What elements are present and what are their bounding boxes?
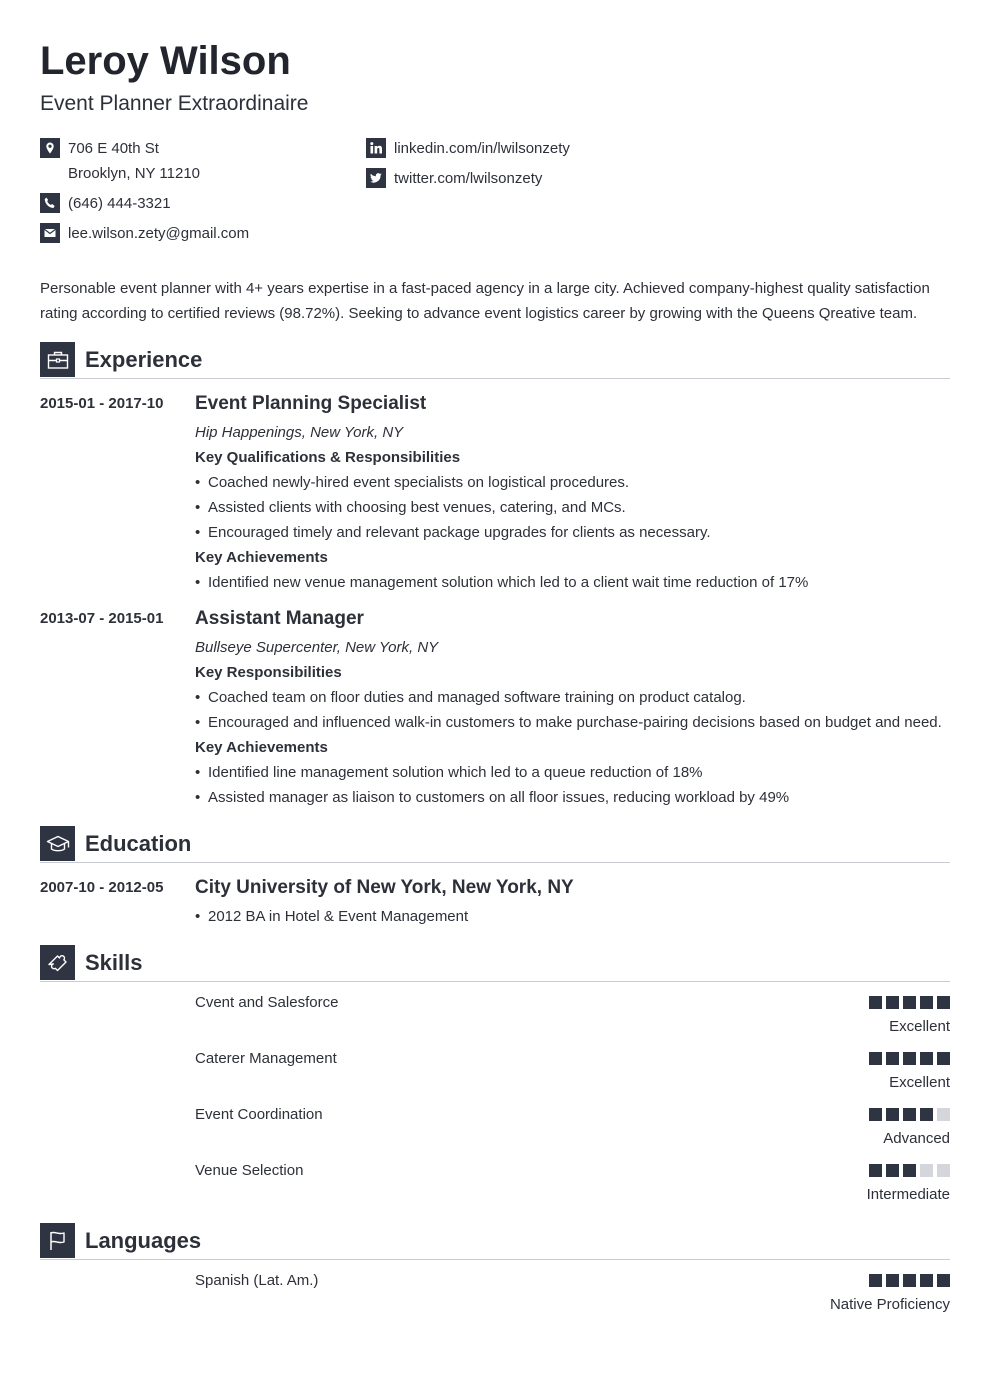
rating-square-filled xyxy=(903,1274,916,1287)
bullet-item: • Coached team on floor duties and managed software training on product catalog. xyxy=(195,685,950,710)
phone-icon xyxy=(40,193,60,213)
employer: Hip Happenings, New York, NY xyxy=(195,424,404,441)
rating-indicator xyxy=(865,996,950,1009)
envelope-icon xyxy=(40,223,60,243)
skill-row-level: Intermediate xyxy=(866,1186,950,1203)
rating-indicator xyxy=(865,1274,950,1287)
rating-indicator xyxy=(865,1108,950,1121)
email-link[interactable]: lee.wilson.zety@gmail.com xyxy=(68,225,250,242)
subheading: Key Achievements xyxy=(195,739,328,756)
language-row xyxy=(195,1270,950,1320)
address-line-2: Brooklyn, NY 11210 xyxy=(68,165,201,182)
subheading: Key Qualifications & Responsibilities xyxy=(195,449,461,466)
map-pin-icon xyxy=(40,138,60,158)
bullet-item: • Assisted manager as liaison to customers on all floor issues, reducing workload by 49% xyxy=(195,785,950,810)
bullet-item: • Encouraged timely and relevant package upgrades for clients as necessary. xyxy=(195,520,950,545)
rating-square-empty xyxy=(937,1108,950,1121)
contact-linkedin xyxy=(366,136,570,161)
skills-section-header xyxy=(40,945,950,982)
rating-square-filled xyxy=(903,1164,916,1177)
languages-title: Languages xyxy=(85,1228,202,1253)
rating-square-filled xyxy=(886,1164,899,1177)
rating-square-filled xyxy=(886,1108,899,1121)
experience-title: Experience xyxy=(85,347,203,372)
skill-row-level: Excellent xyxy=(889,1018,950,1035)
skill-row-name: Caterer Management xyxy=(195,1050,337,1067)
school-name: City University of New York, New York, NY xyxy=(195,877,574,898)
candidate-name: Leroy Wilson xyxy=(40,39,291,83)
rating-square-filled xyxy=(920,1108,933,1121)
rating-square-filled xyxy=(937,996,950,1009)
rating-square-filled xyxy=(886,1052,899,1065)
bullet-item: • Assisted clients with choosing best venues, catering, and MCs. xyxy=(195,495,950,520)
flag-icon xyxy=(40,1223,75,1258)
rating-indicator xyxy=(865,1164,950,1177)
rating-indicator xyxy=(865,1052,950,1065)
skill-row-name: Cvent and Salesforce xyxy=(195,994,339,1011)
linkedin-link[interactable]: linkedin.com/in/lwilsonzety xyxy=(394,140,570,157)
graduation-cap-icon xyxy=(40,826,75,861)
language-row-name: Spanish (Lat. Am.) xyxy=(195,1272,319,1289)
subheading: Key Achievements xyxy=(195,549,328,566)
rating-square-filled xyxy=(869,1274,882,1287)
rating-square-empty xyxy=(920,1164,933,1177)
education-section-header xyxy=(40,826,950,863)
contact-phone xyxy=(40,191,171,216)
contact-twitter xyxy=(366,166,542,191)
job-title: Assistant Manager xyxy=(195,608,364,629)
skill-row xyxy=(195,1048,950,1098)
entry-dates: 2007-10 - 2012-05 xyxy=(40,879,164,896)
rating-square-filled xyxy=(869,1108,882,1121)
address-line-1: 706 E 40th St xyxy=(68,140,159,157)
education-title: Education xyxy=(85,831,192,856)
rating-square-filled xyxy=(920,996,933,1009)
rating-square-filled xyxy=(869,1052,882,1065)
entry-dates: 2015-01 - 2017-10 xyxy=(40,395,164,412)
rating-square-filled xyxy=(903,1108,916,1121)
briefcase-icon xyxy=(40,342,75,377)
candidate-headline: Event Planner Extraordinaire xyxy=(40,92,309,115)
bullet-item: • Encouraged and influenced walk-in customers to make purchase-pairing decisions based on budget and need. xyxy=(195,710,950,735)
rating-square-filled xyxy=(903,1052,916,1065)
skills-title: Skills xyxy=(85,950,143,975)
rating-square-empty xyxy=(937,1164,950,1177)
bullet-item: • Coached newly-hired event specialists on logistical procedures. xyxy=(195,470,950,495)
twitter-icon xyxy=(366,168,386,188)
linkedin-icon xyxy=(366,138,386,158)
puzzle-icon xyxy=(40,945,75,980)
twitter-link[interactable]: twitter.com/lwilsonzety xyxy=(394,170,543,187)
rating-square-filled xyxy=(869,1164,882,1177)
employer: Bullseye Supercenter, New York, NY xyxy=(195,639,439,656)
contact-email xyxy=(40,221,249,246)
skill-row-name: Venue Selection xyxy=(195,1162,304,1179)
bullet-item: • 2012 BA in Hotel & Event Management xyxy=(195,904,950,929)
entry-dates: 2013-07 - 2015-01 xyxy=(40,610,164,627)
skill-row xyxy=(195,992,950,1042)
skill-row-name: Event Coordination xyxy=(195,1106,323,1123)
rating-square-filled xyxy=(920,1052,933,1065)
rating-square-filled xyxy=(886,996,899,1009)
rating-square-filled xyxy=(920,1274,933,1287)
contact-address xyxy=(40,136,200,186)
skill-row-level: Excellent xyxy=(889,1074,950,1091)
skill-row-level: Advanced xyxy=(883,1130,950,1147)
skill-row xyxy=(195,1160,950,1210)
rating-square-filled xyxy=(869,996,882,1009)
skill-row xyxy=(195,1104,950,1154)
job-title: Event Planning Specialist xyxy=(195,393,427,414)
rating-square-filled xyxy=(886,1274,899,1287)
rating-square-filled xyxy=(937,1052,950,1065)
bullet-item: • Identified line management solution which led to a queue reduction of 18% xyxy=(195,760,950,785)
experience-section-header xyxy=(40,342,950,379)
bullet-item: • Identified new venue management solution which led to a client wait time reduction of 17% xyxy=(195,570,950,595)
language-row-level: Native Proficiency xyxy=(829,1296,950,1313)
profile-summary: Personable event planner with 4+ years expertise in a fast-paced agency in a large city. Achieved company-highest quality satisfaction rating according to certified reviews (98.72%). Seeking to advance event logistics career by growing with the Queens Qreative team. xyxy=(40,280,930,322)
rating-square-filled xyxy=(903,996,916,1009)
phone-text[interactable]: (646) 444-3321 xyxy=(68,195,171,212)
languages-section-header xyxy=(40,1223,950,1260)
subheading: Key Responsibilities xyxy=(195,664,342,681)
rating-square-filled xyxy=(937,1274,950,1287)
